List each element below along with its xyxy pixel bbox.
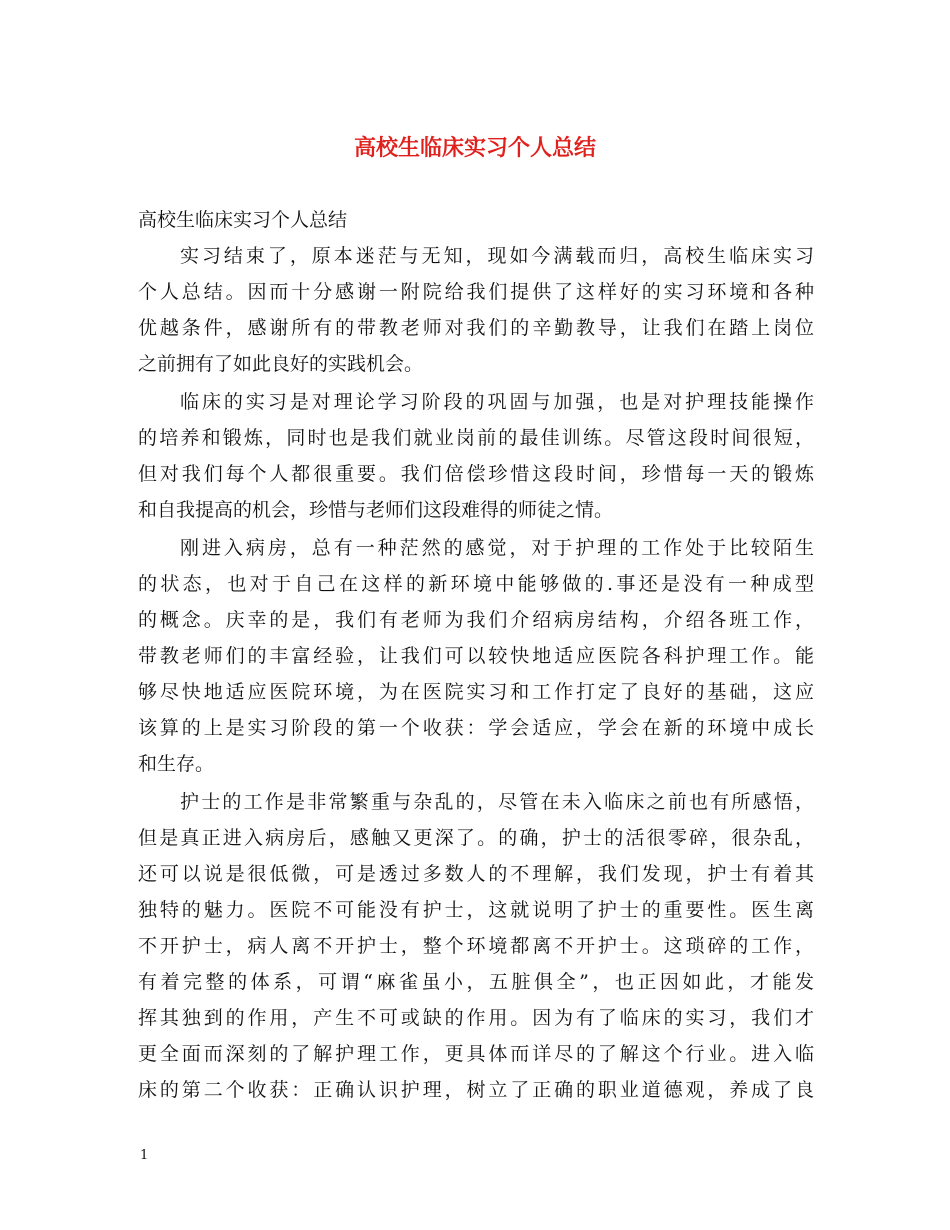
paragraph-line: 和生存。: [138, 753, 215, 775]
paragraph-line: 但对我们每个人都很重要。我们倍偿珍惜这段时间，珍惜每一天的锻炼: [138, 463, 814, 485]
paragraph-line: 床的第二个收获：正确认识护理，树立了正确的职业道德观，养成了良: [138, 1079, 814, 1101]
paragraph: [138, 238, 814, 382]
document-subtitle: 高校生临床实习个人总结: [138, 209, 348, 231]
paragraph-line: 实习结束了，原本迷茫与无知，现如今满载而归，高校生临床实习: [180, 245, 814, 267]
paragraph-line: 不开护士，病人离不开护士，整个环境都离不开护士。这琐碎的工作，: [138, 935, 814, 957]
paragraph-line: 还可以说是很低微，可是透过多数人的不理解，我们发现，护士有着其: [138, 863, 814, 885]
paragraph-line: 护士的工作是非常繁重与杂乱的，尽管在未入临床之前也有所感悟，: [180, 791, 814, 813]
paragraph-line: 够尽快地适应医院环境，为在医院实习和工作打定了良好的基础，这应: [138, 681, 814, 703]
paragraph: [138, 784, 814, 1108]
page-number: 1: [140, 1148, 149, 1163]
paragraph-line: 优越条件，感谢所有的带教老师对我们的辛勤教导，让我们在踏上岗位: [138, 317, 814, 339]
paragraph-line: 该算的上是实习阶段的第一个收获：学会适应，学会在新的环境中成长: [138, 717, 814, 739]
document-body: [138, 202, 814, 1108]
paragraph-line: 临床的实习是对理论学习阶段的巩固与加强，也是对护理技能操作: [180, 391, 814, 413]
paragraph-line: 的培养和锻炼，同时也是我们就业岗前的最佳训练。尽管这段时间很短，: [138, 427, 814, 449]
paragraph-line: 更全面而深刻的了解护理工作，更具体而详尽的了解这个行业。进入临: [138, 1043, 814, 1065]
paragraph-line: 有着完整的体系，可谓“麻雀虽小，五脏俱全”，也正因如此，才能发: [138, 971, 814, 993]
paragraph-line: 挥其独到的作用，产生不可或缺的作用。因为有了临床的实习，我们才: [138, 1007, 814, 1029]
paragraph-line: 独特的魅力。医院不可能没有护士，这就说明了护士的重要性。医生离: [138, 899, 814, 921]
document-title: 高校生临床实习个人总结: [353, 135, 596, 161]
paragraph: [138, 530, 814, 782]
paragraph-line: 个人总结。因而十分感谢一附院给我们提供了这样好的实习环境和各种: [138, 281, 814, 303]
paragraph-line: 但是真正进入病房后，感触又更深了。的确，护士的活很零碎，很杂乱，: [138, 827, 814, 849]
paragraph-line: 带教老师们的丰富经验，让我们可以较快地适应医院各科护理工作。能: [138, 645, 814, 667]
paragraph-line: 的状态，也对于自己在这样的新环境中能够做的.事还是没有一种成型: [138, 573, 814, 595]
paragraph: [138, 384, 814, 528]
paragraph-line: 刚进入病房，总有一种茫然的感觉，对于护理的工作处于比较陌生: [180, 537, 814, 559]
paragraph-line: 之前拥有了如此良好的实践机会。: [138, 353, 424, 375]
paragraph-line: 的概念。庆幸的是，我们有老师为我们介绍病房结构，介绍各班工作，: [138, 609, 814, 631]
paragraph-line: 和自我提高的机会，珍惜与老师们这段难得的师徒之情。: [138, 499, 614, 521]
